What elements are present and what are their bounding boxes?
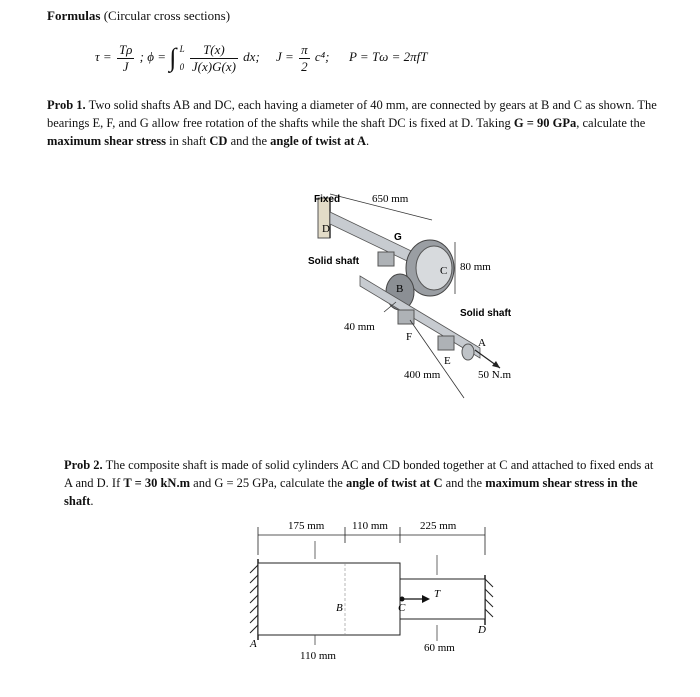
label-d2: D [478,624,486,636]
label-b2: B [336,602,343,614]
label-b: B [396,283,404,295]
formulas-line [95,40,427,76]
fixed-label: Fixed [314,194,341,205]
integral-sign: ∫ [169,43,177,72]
tau-fraction: $\frac{T\rho}{J}$ [118,41,133,74]
power-equation: P = Tω = 2πfT [348,48,428,64]
label-f: F [406,331,413,343]
dim-80-label: 80 mm [460,261,491,273]
label-g: G [394,232,402,243]
dim-40-label: 40 mm [344,321,375,333]
problem-1-text: Prob 1. Two solid shafts AB and DC, each having a diameter of 40 mm, are connected by gears at B and C as shown. The bearings E, F, and G allow free rotation of the shafts while the shaft DC is fixed at D. Taking G = 90 GPa, calculate the maximum shear stress in shaft CD and the angle of twist at A. [47,98,657,148]
phi-fraction: $\frac{T(x)}{J(x)G(x)}$ [191,41,236,74]
figure-1-gear-shafts [300,180,530,410]
label-c2: C [398,602,406,614]
dim-650-label: 650 mm [372,193,409,205]
dia-60-label: 60 mm [424,642,455,654]
dim-175-label: 175 mm [288,520,325,532]
torque-label: 50 N.m [478,369,511,381]
label-a: A [478,337,486,349]
label-c: C [440,265,448,277]
j-rhs: c⁴; [314,48,330,64]
formulas-heading: Formulas (Circular cross sections) [47,8,231,23]
label-t: T [434,588,441,600]
dim-225-label: 225 mm [420,520,457,532]
phi-lhs: ; ϕ = [139,48,167,64]
dim-400-label: 400 mm [404,369,441,381]
figure-2-composite-shaft [230,515,500,665]
integral-limits: L 0 [179,44,185,72]
solid-shaft-left-label: Solid shaft [308,256,360,267]
phi-dx: dx; [243,48,260,64]
problem-2-text: Prob 2. The composite shaft is made of solid cylinders AC and CD bonded together at C and attached to fixed ends at A and D. If T = 30 kN.m and G = 25 GPa, calculate the angle of twist at C and the maximum shear stress in the shaft. [64,458,654,508]
j-fraction: $\frac{\pi}{2}$ [301,41,308,74]
label-d: D [322,223,330,235]
j-lhs: J = [276,48,294,64]
label-e: E [444,355,451,367]
dim-110-label: 110 mm [352,520,388,532]
label-a2: A [250,638,257,650]
tau-lhs: τ = [95,48,112,64]
dia-110-label: 110 mm [300,650,336,662]
solid-shaft-right-label: Solid shaft [460,308,512,319]
